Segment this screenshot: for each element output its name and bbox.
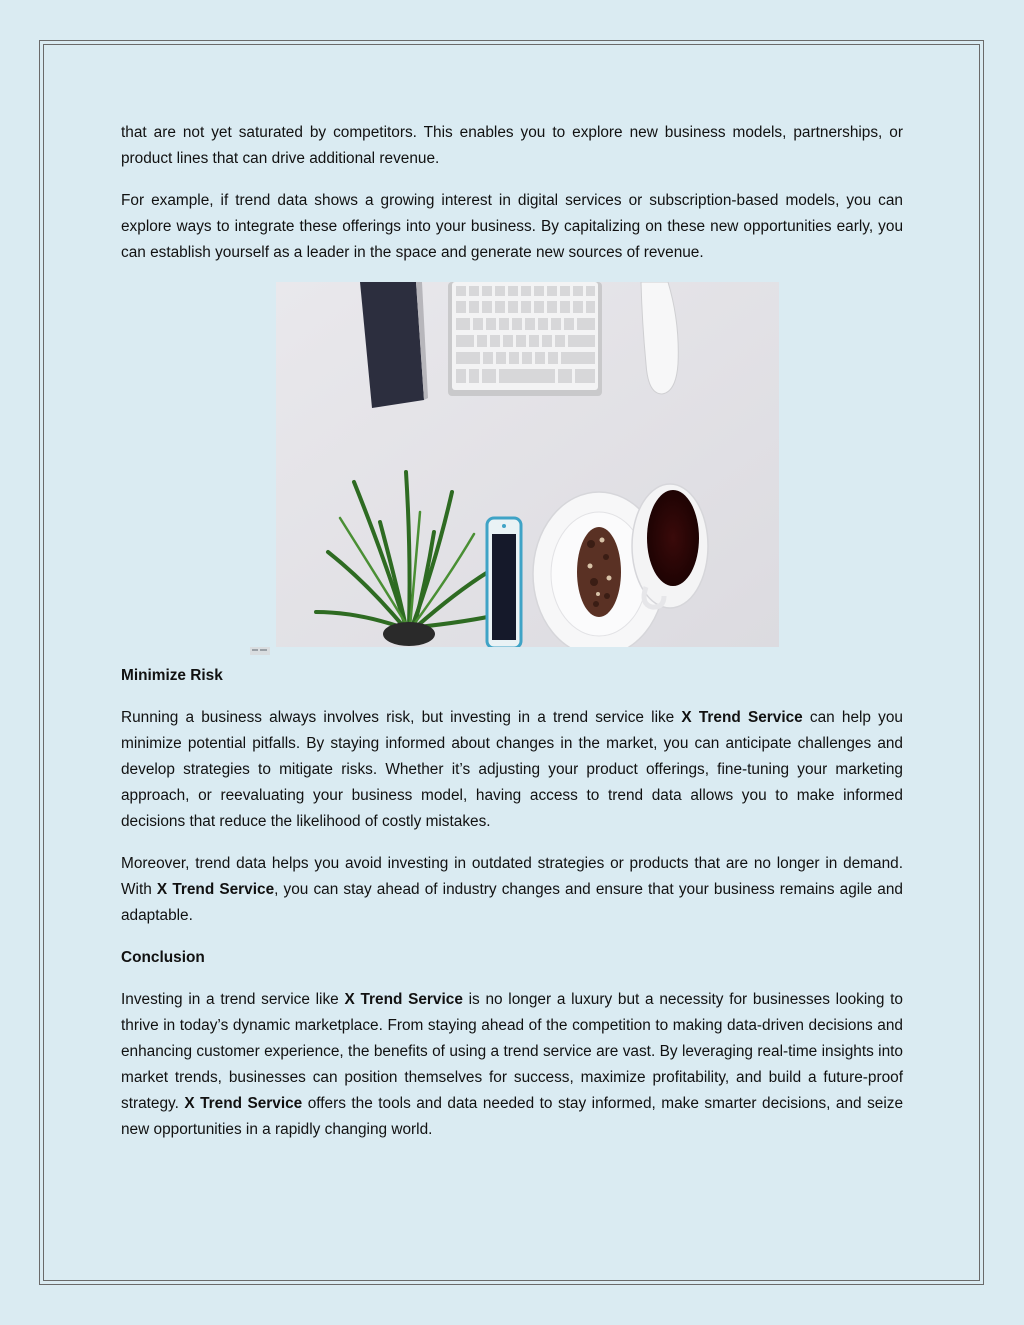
desk-photo xyxy=(276,282,779,647)
paragraph-minimize-risk-2: Moreover, trend data helps you avoid investing in outdated strategies or products that are no longer in demand. With X Trend Service, you can stay ahead of industry changes and ensure that your business remains agile and adaptable. xyxy=(121,855,903,924)
document-body xyxy=(121,120,903,1159)
paragraph-example: For example, if trend data shows a growing interest in digital services or subscription-based models, you can explore ways to integrate these offerings into your business. By capitalizing on these new opportunities early, you can establish yourself as a leader in the space and generate new sources of revenue. xyxy=(121,192,903,261)
heading-minimize-risk: Minimize Risk xyxy=(121,667,223,684)
brand-mention: X Trend Service xyxy=(156,881,275,898)
notebook-graphic xyxy=(360,282,428,408)
brand-mention: X Trend Service xyxy=(681,709,803,726)
paragraph-conclusion: Investing in a trend service like X Trend Service is no longer a luxury but a necessity for businesses looking to thrive in today’s dynamic marketplace. From staying ahead of the competition to making data-driven decisions and enhancing customer experience, the benefits of using a trend service are vast. By leveraging real-time insights into market trends, businesses can position themselves for success, maximize profitability, and build a future-proof strategy. X Trend Service offers the tools and data needed to stay informed, make smarter decisions, and seize new opportunities in a rapidly changing world. xyxy=(121,991,903,1138)
brand-mention: X Trend Service xyxy=(184,1095,303,1112)
keyboard-graphic xyxy=(448,282,602,396)
phone-graphic xyxy=(487,518,521,647)
brand-mention: X Trend Service xyxy=(344,991,463,1008)
paragraph-intro: that are not yet saturated by competitors. This enables you to explore new business models, partnerships, or product lines that can drive additional revenue. xyxy=(121,124,903,167)
paragraph-minimize-risk-1: Running a business always involves risk, but investing in a trend service like X Trend Service can help you minimize potential pitfalls. By staying informed about changes in the market, you can anticipate challenges and develop strategies to mitigate risks. Whether it’s adjusting your product offerings, fine-tuning your marketing approach, or reevaluating your business model, having access to trend data allows you to make informed decisions that reduce the likelihood of costly mistakes. xyxy=(121,709,903,830)
image-thumbnail-fragment xyxy=(250,638,270,646)
image-container xyxy=(121,282,903,647)
heading-conclusion: Conclusion xyxy=(121,949,205,966)
coffee-cup-graphic xyxy=(632,484,708,608)
